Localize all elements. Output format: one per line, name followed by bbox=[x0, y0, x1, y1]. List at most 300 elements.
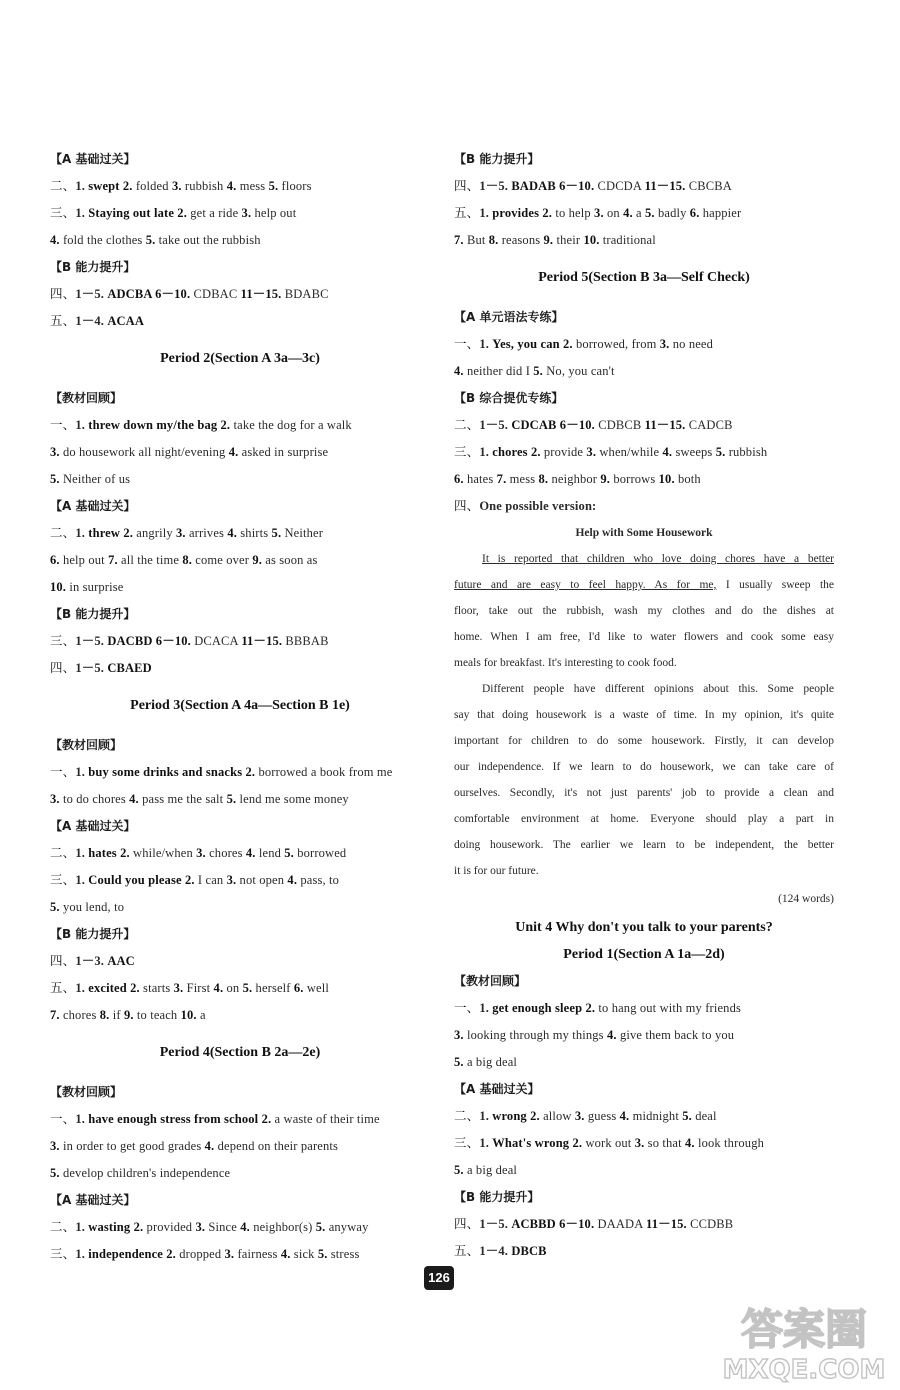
answer-text: reasons bbox=[498, 233, 544, 247]
answer-number: 四、 bbox=[454, 499, 480, 513]
answer-text: a big deal bbox=[463, 1163, 518, 1177]
essay-text: it is for our future. bbox=[454, 865, 539, 877]
answer-text: their bbox=[553, 233, 584, 247]
answer-text: neither did I bbox=[463, 364, 534, 378]
essay-text: comfortable environment at home. Everyone should play a part in bbox=[454, 813, 834, 825]
answer-text: CDBCB bbox=[594, 418, 645, 432]
answer-line bbox=[50, 655, 430, 682]
essay-line bbox=[454, 598, 834, 624]
answer-text: happier bbox=[699, 206, 742, 220]
answer-text: 1. bbox=[75, 206, 85, 220]
answer-number: CDCAB bbox=[508, 418, 560, 432]
answer-text: pass, to bbox=[297, 873, 340, 887]
answer-line bbox=[50, 867, 430, 894]
answer-text: chores bbox=[59, 1008, 100, 1022]
answer-text: not open bbox=[236, 873, 288, 887]
answer-number: 6－10. bbox=[155, 287, 191, 301]
answer-text: help out bbox=[251, 206, 297, 220]
answer-text: fairness bbox=[234, 1247, 281, 1261]
answer-text: CCDBB bbox=[686, 1217, 734, 1231]
section-tag: 【教材回顾】 bbox=[50, 738, 123, 752]
answer-line bbox=[50, 574, 430, 601]
answer-number: 10. bbox=[50, 580, 67, 594]
answer-number: 4. bbox=[623, 206, 633, 220]
section-tag: 【B 能力提升】 bbox=[454, 152, 540, 166]
answer-number: 4. bbox=[685, 1136, 695, 1150]
answer-number: 5. bbox=[271, 526, 282, 540]
answer-number: 3. bbox=[173, 981, 184, 995]
answer-number: 6－10. bbox=[155, 634, 191, 648]
answer-line bbox=[50, 308, 430, 335]
essay-line bbox=[454, 780, 834, 806]
answer-number: 五、 bbox=[454, 1244, 480, 1258]
answer-number: 3. bbox=[50, 445, 60, 459]
section-tag: 【A 基础过关】 bbox=[454, 1082, 540, 1096]
answer-text: 1－5. bbox=[75, 661, 105, 675]
answer-text: rubbish bbox=[181, 179, 227, 193]
answer-number: 10. bbox=[180, 1008, 197, 1022]
answer-text: borrows bbox=[610, 472, 659, 486]
answer-number: 3. bbox=[171, 179, 182, 193]
answer-number: 四、 bbox=[50, 287, 76, 301]
answer-number: 3. bbox=[226, 873, 237, 887]
answer-text: on bbox=[603, 206, 624, 220]
essay-text: It is reported that children who love doing chores have a better bbox=[482, 553, 834, 565]
answer-line bbox=[50, 412, 430, 439]
answer-number: wrong bbox=[489, 1109, 531, 1123]
answer-number: threw bbox=[85, 526, 124, 540]
answer-number: 2. bbox=[530, 445, 541, 459]
answer-text: take the dog for a walk bbox=[230, 418, 352, 432]
answer-number: 四、 bbox=[50, 661, 76, 675]
section-tag: 【A 基础过关】 bbox=[50, 152, 136, 166]
answer-number: AAC bbox=[104, 954, 135, 968]
answer-text: a bbox=[196, 1008, 206, 1022]
answer-text: to hang out with my friends bbox=[595, 1001, 741, 1015]
answer-text: anyway bbox=[325, 1220, 369, 1234]
answer-number: 2. bbox=[177, 206, 187, 220]
answer-number: 3. bbox=[454, 1028, 464, 1042]
answer-text: angrily bbox=[133, 526, 177, 540]
answer-number: 2. bbox=[184, 873, 195, 887]
answer-number: 6. bbox=[293, 981, 304, 995]
answer-number: 2. bbox=[166, 1247, 176, 1261]
answer-number: 4. bbox=[662, 445, 673, 459]
answer-line bbox=[50, 1241, 430, 1268]
answer-number: 5. bbox=[533, 364, 543, 378]
answer-number: 5. bbox=[145, 233, 156, 247]
answer-text: 1. bbox=[75, 765, 85, 779]
answer-text: looking through my things bbox=[463, 1028, 607, 1042]
answer-number: 4. bbox=[280, 1247, 291, 1261]
answer-line bbox=[50, 227, 430, 254]
essay-text: floor, take out the rubbish, wash my clothes and do the dishes at bbox=[454, 605, 834, 617]
answer-number: 4. bbox=[227, 526, 237, 540]
answer-text: lend bbox=[255, 846, 285, 860]
answer-number: 7. bbox=[454, 233, 464, 247]
answer-text: CBCBA bbox=[685, 179, 732, 193]
essay-text: Different people have different opinions about this. Some people bbox=[482, 683, 834, 695]
answer-text: BDABC bbox=[281, 287, 329, 301]
answer-text: do housework all night/evening bbox=[59, 445, 229, 459]
answer-number: 五、 bbox=[454, 206, 480, 220]
answer-text: 1. bbox=[75, 1247, 85, 1261]
answer-text: give them back to you bbox=[616, 1028, 735, 1042]
answer-number: 6. bbox=[50, 553, 60, 567]
answer-text: take out the rubbish bbox=[155, 233, 261, 247]
answer-number: 5. bbox=[645, 206, 655, 220]
answer-line bbox=[454, 493, 834, 520]
answer-number: 四、 bbox=[454, 1217, 480, 1231]
period-title: Period 5(Section B 3a—Self Check) bbox=[538, 270, 750, 285]
answer-number: DBCB bbox=[508, 1244, 547, 1258]
answer-number: 一、 bbox=[454, 1001, 480, 1015]
answer-number: 2. bbox=[123, 526, 133, 540]
answer-text: I can bbox=[194, 873, 227, 887]
answer-number: 2. bbox=[562, 337, 573, 351]
answer-line bbox=[50, 173, 430, 200]
watermark-logo bbox=[720, 1298, 888, 1384]
answer-text: folded bbox=[132, 179, 172, 193]
answer-text: work out bbox=[582, 1136, 635, 1150]
answer-number: ACBBD bbox=[508, 1217, 560, 1231]
answer-text: come over bbox=[192, 553, 253, 567]
answer-line bbox=[50, 948, 430, 975]
answer-number: 3. bbox=[574, 1109, 585, 1123]
answer-text: borrowed a book from me bbox=[255, 765, 393, 779]
section-tag: 【B 能力提升】 bbox=[50, 260, 136, 274]
answer-number: 5. bbox=[50, 1166, 60, 1180]
answer-text: 1. bbox=[75, 1220, 85, 1234]
answer-line bbox=[50, 1106, 430, 1133]
answer-number: 三、 bbox=[50, 634, 76, 648]
answer-number: 2. bbox=[530, 1109, 540, 1123]
answer-number: 5. bbox=[242, 981, 253, 995]
answer-line bbox=[50, 840, 430, 867]
answer-text: a big deal bbox=[463, 1055, 518, 1069]
essay-text: our independence. If we learn to do housework, we can take care of bbox=[454, 761, 834, 773]
answer-line bbox=[50, 1002, 430, 1029]
answer-number: 5. bbox=[715, 445, 726, 459]
answer-number: What's wrong bbox=[489, 1136, 573, 1150]
answer-number: 4. bbox=[129, 792, 139, 806]
answer-text: well bbox=[303, 981, 329, 995]
answer-number: 5. bbox=[454, 1163, 464, 1177]
essay-text: home. When I am free, I'd like to water flowers and cook some easy bbox=[454, 631, 834, 643]
essay-line bbox=[454, 832, 834, 858]
answer-number: 5. bbox=[317, 1247, 328, 1261]
answer-text: all the time bbox=[117, 553, 183, 567]
answer-text: One possible version: bbox=[479, 499, 597, 513]
right-column bbox=[454, 146, 834, 1265]
answer-text: to teach bbox=[133, 1008, 181, 1022]
answer-number: 3. bbox=[241, 206, 252, 220]
answer-number: 3. bbox=[659, 337, 670, 351]
answer-number: 二、 bbox=[50, 1220, 76, 1234]
answer-line bbox=[454, 1157, 834, 1184]
answer-text: herself bbox=[252, 981, 294, 995]
answer-number: 2. bbox=[120, 846, 130, 860]
answer-line bbox=[454, 173, 834, 200]
period-title: Period 2(Section A 3a—3c) bbox=[160, 351, 320, 366]
answer-number: 6－10. bbox=[559, 179, 595, 193]
answer-number: 5. bbox=[50, 472, 60, 486]
essay-line bbox=[454, 806, 834, 832]
answer-number: excited bbox=[85, 981, 131, 995]
period-title: Period 4(Section B 2a—2e) bbox=[159, 1045, 321, 1060]
answer-line bbox=[50, 786, 430, 813]
answer-text: 1. bbox=[479, 337, 489, 351]
section-tag: 【B 综合提优专练】 bbox=[454, 391, 564, 405]
answer-number: 7. bbox=[50, 1008, 60, 1022]
answer-text: guess bbox=[584, 1109, 620, 1123]
answer-number: 5. bbox=[226, 792, 237, 806]
essay-line bbox=[454, 624, 834, 650]
answer-number: CBAED bbox=[104, 661, 152, 675]
answer-line bbox=[454, 331, 834, 358]
answer-number: 11－15. bbox=[241, 634, 283, 648]
answer-number: 2. bbox=[220, 418, 231, 432]
essay-line bbox=[454, 728, 834, 754]
answer-text: allow bbox=[539, 1109, 575, 1123]
answer-number: 9. bbox=[600, 472, 611, 486]
answer-text: shirts bbox=[237, 526, 272, 540]
section-tag: 【B 能力提升】 bbox=[50, 607, 136, 621]
answer-number: 5. bbox=[50, 900, 60, 914]
watermark-bottom-text: MXQE.COM bbox=[722, 1355, 886, 1384]
answer-number: 三、 bbox=[50, 1247, 76, 1261]
answer-text: Neither bbox=[281, 526, 324, 540]
answer-text: 1. bbox=[75, 981, 85, 995]
unit-title: Unit 4 Why don't you talk to your parents? bbox=[515, 920, 773, 935]
answer-line bbox=[454, 466, 834, 493]
answer-text: so that bbox=[644, 1136, 685, 1150]
section-tag: 【教材回顾】 bbox=[50, 1085, 123, 1099]
word-count: (124 words) bbox=[778, 893, 834, 905]
essay-line bbox=[454, 546, 834, 572]
answer-text: develop children's independence bbox=[59, 1166, 231, 1180]
answer-number: chores bbox=[489, 445, 531, 459]
answer-number: 11－15. bbox=[644, 179, 686, 193]
answer-line bbox=[454, 1103, 834, 1130]
section-tag: 【A 基础过关】 bbox=[50, 819, 136, 833]
answer-line bbox=[50, 466, 430, 493]
answer-text: when/while bbox=[596, 445, 663, 459]
answer-number: 一、 bbox=[50, 1112, 76, 1126]
answer-text: 1－5. bbox=[75, 634, 105, 648]
answer-number: 一、 bbox=[50, 418, 76, 432]
answer-line bbox=[454, 1238, 834, 1265]
answer-number: 二、 bbox=[454, 418, 480, 432]
answer-number: wasting bbox=[85, 1220, 134, 1234]
essay-text: doing housework. The earlier we learn to be independent, the better bbox=[454, 839, 834, 851]
answer-number: 3. bbox=[586, 445, 597, 459]
answer-text: help out bbox=[59, 553, 109, 567]
answer-number: 二、 bbox=[50, 846, 76, 860]
answer-line bbox=[454, 412, 834, 439]
answer-number: 6. bbox=[689, 206, 700, 220]
answer-number: 4. bbox=[226, 179, 237, 193]
answer-text: deal bbox=[691, 1109, 717, 1123]
answer-text: on bbox=[223, 981, 243, 995]
answer-text: pass me the salt bbox=[138, 792, 227, 806]
essay-line bbox=[454, 754, 834, 780]
answer-number: 5. bbox=[682, 1109, 692, 1123]
answer-number: 2. bbox=[572, 1136, 583, 1150]
answer-text: Neither of us bbox=[59, 472, 131, 486]
answer-text: look through bbox=[694, 1136, 764, 1150]
unit-title: Period 1(Section A 1a—2d) bbox=[563, 947, 725, 962]
answer-number: 三、 bbox=[50, 206, 76, 220]
answer-number: 3. bbox=[196, 846, 206, 860]
answer-number: 3. bbox=[195, 1220, 206, 1234]
essay-text: meals for breakfast. It's interesting to cook food. bbox=[454, 657, 677, 669]
answer-text: neighbor(s) bbox=[249, 1220, 316, 1234]
essay-text: important for children to do some housework. Firstly, it can develop bbox=[454, 735, 834, 747]
answer-number: 4. bbox=[245, 846, 256, 860]
answer-number: 2. bbox=[542, 206, 553, 220]
answer-number: 二、 bbox=[50, 179, 76, 193]
left-column bbox=[50, 146, 430, 1268]
answer-text: to help bbox=[552, 206, 595, 220]
answer-text: CADCB bbox=[685, 418, 733, 432]
answer-text: BBBAB bbox=[282, 634, 329, 648]
answer-text: stress bbox=[327, 1247, 360, 1261]
answer-line bbox=[50, 1160, 430, 1187]
essay-text: say that doing housework is a waste of time. In my opinion, it's quite bbox=[454, 709, 834, 721]
essay-line bbox=[454, 676, 834, 702]
answer-text: sick bbox=[290, 1247, 318, 1261]
answer-number: 8. bbox=[182, 553, 193, 567]
answer-number: threw down my/the bag bbox=[85, 418, 221, 432]
answer-number: Could you please bbox=[85, 873, 185, 887]
answer-text: 1. bbox=[479, 1109, 489, 1123]
answer-text: midnight bbox=[629, 1109, 683, 1123]
answer-number: 5. bbox=[315, 1220, 326, 1234]
answer-line bbox=[454, 995, 834, 1022]
answer-text: both bbox=[674, 472, 701, 486]
answer-text: 1－5. bbox=[479, 1217, 509, 1231]
answer-number: 二、 bbox=[454, 1109, 480, 1123]
answer-number: 2. bbox=[130, 981, 140, 995]
watermark-top-text: 答案圈 bbox=[740, 1305, 868, 1354]
essay-text: I usually sweep the bbox=[716, 579, 834, 591]
answer-text: sweeps bbox=[672, 445, 716, 459]
answer-number: 6. bbox=[454, 472, 464, 486]
answer-number: 2. bbox=[261, 1112, 272, 1126]
section-tag: 【A 基础过关】 bbox=[50, 499, 136, 513]
answer-number: 3. bbox=[50, 1139, 60, 1153]
answer-number: 3. bbox=[634, 1136, 645, 1150]
answer-number: 4. bbox=[240, 1220, 250, 1234]
answer-text: you lend, to bbox=[59, 900, 125, 914]
answer-number: 7. bbox=[496, 472, 507, 486]
answer-number: 五、 bbox=[50, 981, 76, 995]
answer-text: 1. bbox=[479, 1001, 489, 1015]
answer-text: CDCDA bbox=[594, 179, 645, 193]
answer-line bbox=[50, 547, 430, 574]
answer-line bbox=[454, 1049, 834, 1076]
answer-number: 9. bbox=[252, 553, 263, 567]
answer-number: 三、 bbox=[454, 1136, 480, 1150]
answer-number: 2. bbox=[245, 765, 256, 779]
section-tag: 【A 单元语法专练】 bbox=[454, 310, 564, 324]
answer-text: provided bbox=[143, 1220, 196, 1234]
answer-number: 2. bbox=[585, 1001, 596, 1015]
answer-text: 1－4. bbox=[479, 1244, 509, 1258]
answer-text: arrives bbox=[185, 526, 228, 540]
answer-number: 8. bbox=[99, 1008, 110, 1022]
answer-text: 1. bbox=[75, 526, 85, 540]
answer-text: a bbox=[632, 206, 646, 220]
section-tag: 【教材回顾】 bbox=[454, 974, 527, 988]
answer-number: get enough sleep bbox=[489, 1001, 586, 1015]
answer-text: borrowed, from bbox=[572, 337, 660, 351]
answer-text: to do chores bbox=[59, 792, 130, 806]
answer-number: provides bbox=[489, 206, 543, 220]
answer-number: 四、 bbox=[50, 954, 76, 968]
answer-line bbox=[454, 200, 834, 227]
answer-line bbox=[50, 281, 430, 308]
answer-text: DCACA bbox=[190, 634, 242, 648]
answer-number: swept bbox=[85, 179, 123, 193]
answer-text: But bbox=[463, 233, 489, 247]
answer-number: 一、 bbox=[50, 765, 76, 779]
answer-line bbox=[50, 628, 430, 655]
answer-text: 1. bbox=[479, 206, 489, 220]
answer-number: 4. bbox=[204, 1139, 215, 1153]
answer-text: floors bbox=[278, 179, 312, 193]
answer-text: No, you can't bbox=[542, 364, 615, 378]
answer-text: badly bbox=[654, 206, 690, 220]
answer-text: mess bbox=[506, 472, 539, 486]
answer-text: starts bbox=[139, 981, 174, 995]
answer-number: 7. bbox=[108, 553, 118, 567]
period-title: Period 3(Section A 4a—Section B 1e) bbox=[130, 698, 350, 713]
answer-line bbox=[50, 1214, 430, 1241]
answer-number: 3. bbox=[594, 206, 604, 220]
answer-number: 9. bbox=[123, 1008, 134, 1022]
answer-line bbox=[50, 1133, 430, 1160]
answer-text: CDBAC bbox=[190, 287, 241, 301]
answer-text: 1. bbox=[75, 179, 85, 193]
section-tag: 【B 能力提升】 bbox=[50, 927, 136, 941]
answer-number: buy some drinks and snacks bbox=[85, 765, 246, 779]
answer-line bbox=[50, 975, 430, 1002]
answer-text: mess bbox=[236, 179, 269, 193]
answer-line bbox=[50, 439, 430, 466]
answer-text: chores bbox=[205, 846, 246, 860]
answer-line bbox=[50, 759, 430, 786]
answer-text: First bbox=[183, 981, 214, 995]
answer-text: 1－3. bbox=[75, 954, 105, 968]
answer-text: 1. bbox=[75, 1112, 85, 1126]
answer-text: 1. bbox=[75, 873, 85, 887]
answer-text: hates bbox=[463, 472, 497, 486]
answer-line bbox=[454, 439, 834, 466]
answer-number: 4. bbox=[213, 981, 224, 995]
answer-number: 8. bbox=[488, 233, 499, 247]
answer-text: fold the clothes bbox=[59, 233, 146, 247]
essay-line bbox=[454, 858, 834, 884]
answer-number: 6－10. bbox=[559, 1217, 595, 1231]
answer-text: neighbor bbox=[548, 472, 601, 486]
answer-text: 1. bbox=[75, 846, 85, 860]
answer-text: as soon as bbox=[262, 553, 318, 567]
section-tag: 【教材回顾】 bbox=[50, 391, 123, 405]
answer-text: asked in surprise bbox=[238, 445, 329, 459]
answer-number: 5. bbox=[268, 179, 279, 193]
